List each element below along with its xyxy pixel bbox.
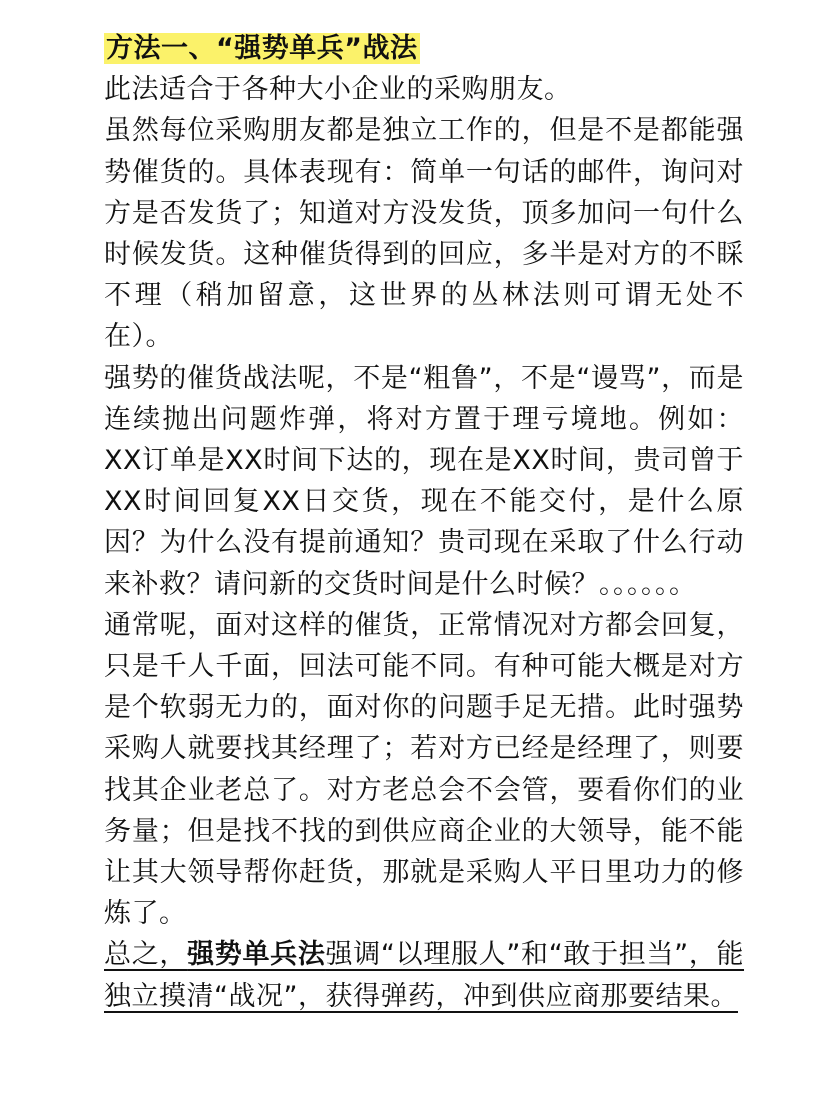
summary-paragraph bbox=[104, 934, 744, 1016]
intro-paragraph: 此法适合于各种大小企业的采购朋友。 bbox=[104, 74, 572, 106]
summary-rest: 强调“以理服人”和“敢于担当”，能独立摸清“战况”，获得弹药，冲到供应商那要结果。 bbox=[104, 939, 745, 1012]
article-body bbox=[104, 28, 744, 1017]
paragraph-2: 强势的催货战法呢，不是“粗鲁”，不是“谩骂”，而是连续抛出问题炸弹，将对方置于理亏境地。例如：XX订单是XX时间下达的，现在是XX时间，贵司曾于XX时间回复XX日交货，现在不能交付，是什么原因？为什么没有提前通知？贵司现在采取了什么行动来补救？请问新的交货时间是什么时候？。。。。。。 bbox=[104, 362, 744, 600]
summary-prefix: 总之， bbox=[104, 939, 188, 971]
paragraph-3: 通常呢，面对这样的催货，正常情况对方都会回复，只是千人千面，回法可能不同。有种可能大概是对方是个软弱无力的，面对你的问题手足无措。此时强势采购人就要找其经理了；若对方已经是经理了，则要找其企业老总了。对方老总会不会管，要看你们的业务量；但是找不找的到供应商企业的大领导，能不能让其大领导帮你赶货，那就是采购人平日里功力的修炼了。 bbox=[104, 609, 744, 930]
paragraph-1: 虽然每位采购朋友都是独立工作的，但是不是都能强势催货的。具体表现有：简单一句话的邮件，询问对方是否发货了；知道对方没发货，顶多加问一句什么时候发货。这种催货得到的回应，多半是对方的不睬不理（稍加留意，这世界的丛林法则可谓无处不在）。 bbox=[104, 115, 744, 353]
article-title: 方法一、“强势单兵”战法 bbox=[106, 33, 418, 64]
summary-bold-term: 强势单兵法 bbox=[187, 939, 326, 971]
title-paragraph bbox=[104, 28, 744, 69]
